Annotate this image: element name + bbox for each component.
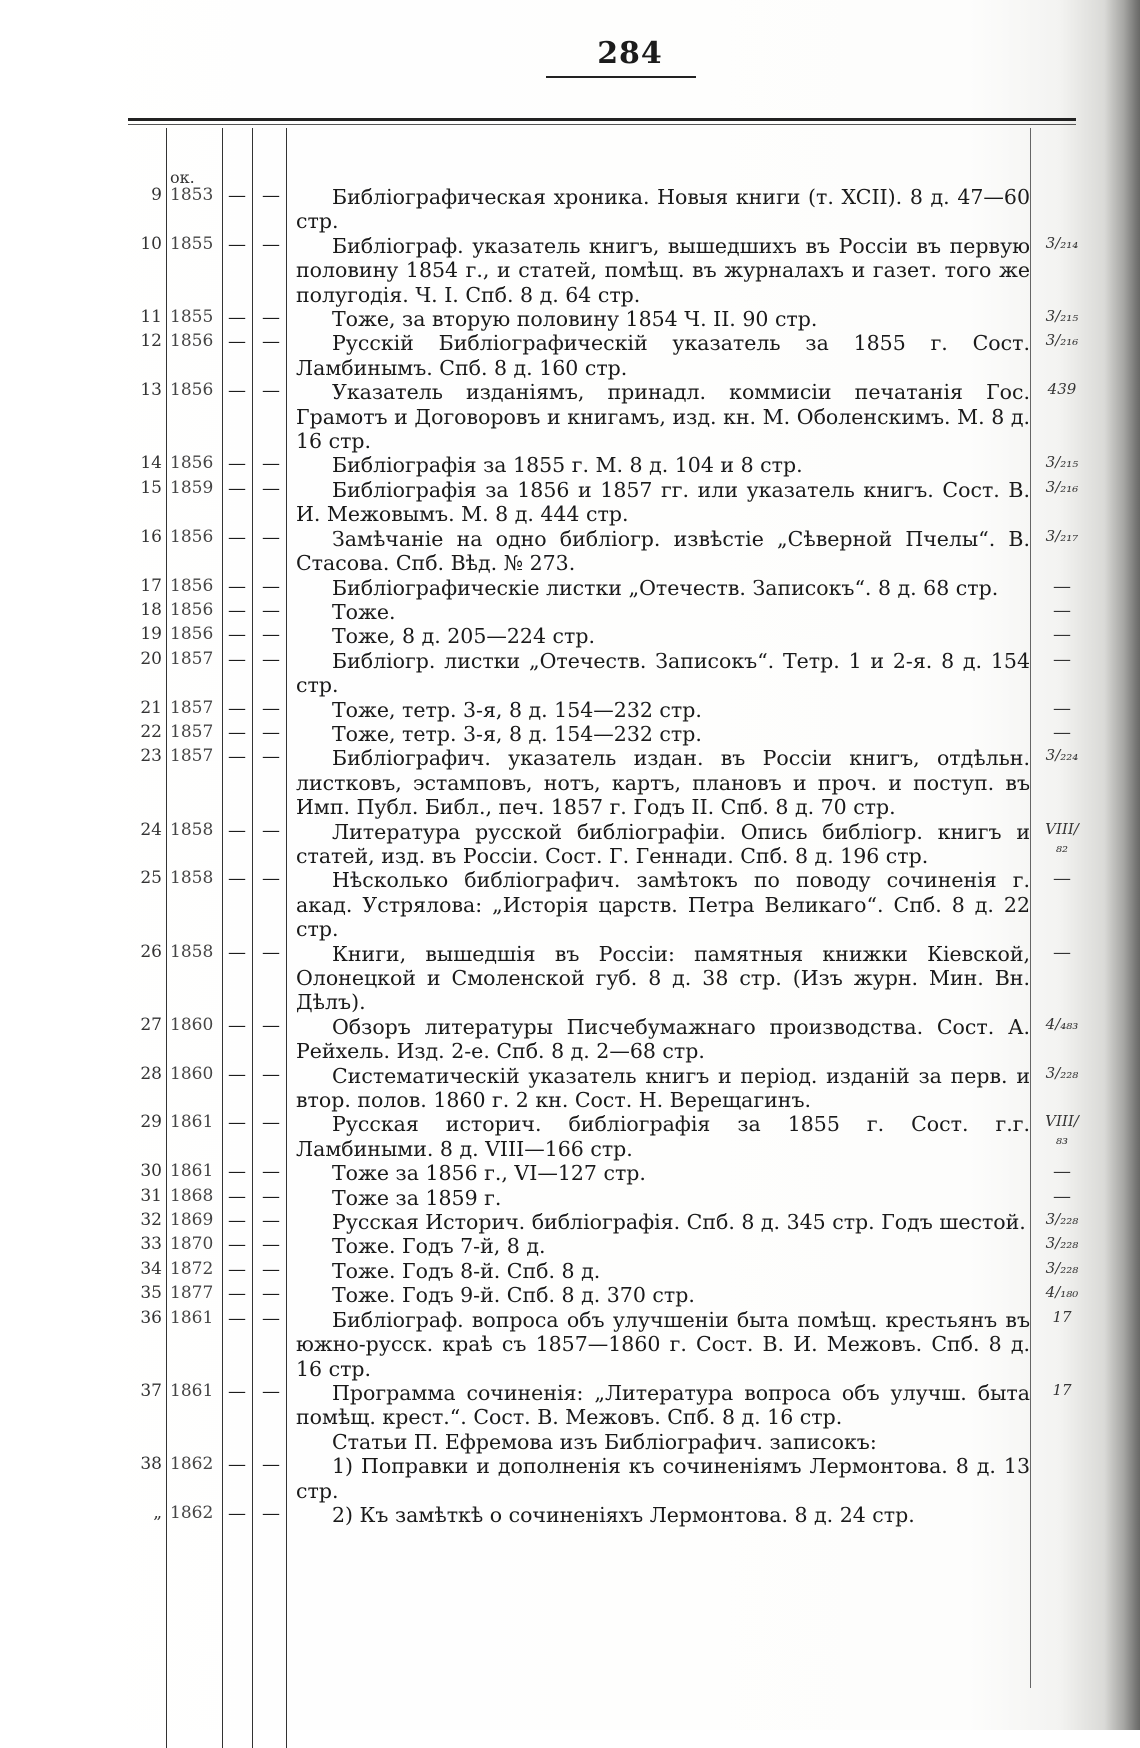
entry-dash-2: — — [262, 1112, 280, 1134]
entry-shelf-mark: 3/₂₂₄ — [1045, 746, 1079, 765]
entry-shelf-mark: 3/₂₁₆ — [1045, 331, 1079, 350]
entry-dash-1: — — [228, 1185, 246, 1207]
entry-shelf-mark: 4/₁₈₀ — [1045, 1283, 1079, 1302]
entry-year: 1858 — [170, 868, 214, 889]
entry-dash-2: — — [262, 1283, 280, 1305]
entry-text: Библiографiя за 1856 и 1857 гг. или указатель книгъ. Сост. В. И. Межовымъ. М. 8 д. 444 стр. — [296, 477, 1030, 527]
entry-number: 12 — [140, 331, 162, 352]
entry-number: 15 — [140, 477, 162, 498]
entry-number: 24 — [140, 819, 162, 840]
entry-dash-1: — — [228, 233, 246, 255]
entry-year: 1860 — [170, 1014, 214, 1035]
entry-number: 16 — [140, 526, 162, 547]
list-item — [0, 1015, 1140, 1064]
entry-year: 1877 — [170, 1283, 214, 1304]
entry-shelf-mark: — — [1053, 624, 1071, 646]
entry-shelf-mark: — — [1053, 697, 1071, 719]
entry-dash-1: — — [228, 1283, 246, 1305]
list-item — [0, 1064, 1140, 1113]
header-rule — [128, 118, 1076, 121]
entry-dash-2: — — [262, 526, 280, 548]
entry-dash-1: — — [228, 380, 246, 402]
entry-shelf-mark: — — [1053, 868, 1071, 890]
entry-shelf-mark: 3/₂₂₈ — [1045, 1258, 1079, 1277]
entry-shelf-mark: VIII/₈₃ — [1045, 1112, 1079, 1149]
entry-dash-1: — — [228, 575, 246, 597]
entry-dash-2: — — [262, 697, 280, 719]
entry-number: 17 — [140, 575, 162, 596]
entry-dash-1: — — [228, 721, 246, 743]
entry-dash-1: — — [228, 331, 246, 353]
entry-year: 1857 — [170, 746, 214, 767]
entry-number: 37 — [140, 1380, 162, 1401]
entry-dash-2: — — [262, 599, 280, 621]
entry-text: Библiографическiе листки „Отечеств. Записокъ“. 8 д. 68 стр. — [332, 575, 999, 600]
entry-text: Замѣчанiе на одно библiогр. извѣстiе „Сѣверной Пчелы“. В. Стасова. Спб. Вѣд. № 273. — [296, 526, 1030, 576]
list-item — [0, 380, 1140, 453]
entry-text: Тоже, тетр. 3-я, 8 д. 154—232 стр. — [332, 721, 702, 746]
entry-dash-1: — — [228, 185, 246, 206]
entry-year: 1870 — [170, 1234, 214, 1255]
entry-number: 27 — [140, 1014, 162, 1035]
entries-list — [0, 185, 1140, 1527]
entry-dash-1: — — [228, 1502, 246, 1524]
entry-shelf-mark: — — [1053, 941, 1071, 963]
entry-dash-2: — — [262, 1258, 280, 1280]
entry-dash-1: — — [228, 624, 246, 646]
entry-text: Библiографич. указатель издан. въ Россiи книгъ, отдѣльн. листковъ, эстамповъ, нотъ, картъ, плановъ и проч. и поступ. въ Имп. Публ. Библ., печ. 1857 г. Годъ II. Спб. 8 д. 70 стр. — [296, 746, 1030, 820]
entry-shelf-mark: 17 — [1052, 1307, 1072, 1326]
entry-dash-2: — — [262, 624, 280, 646]
list-item — [0, 185, 1140, 234]
entry-year: 1856 — [170, 599, 214, 620]
entry-dash-2: — — [262, 185, 280, 206]
entry-shelf-mark: — — [1053, 1161, 1071, 1183]
entry-dash-2: — — [262, 233, 280, 255]
entry-dash-1: — — [228, 599, 246, 621]
entry-number: 38 — [140, 1454, 162, 1475]
entry-text: Русская историч. библiографiя за 1855 г. Сост. г.г. Ламбиными. 8 д. VIII—166 стр. — [296, 1112, 1030, 1161]
entry-number: 9 — [151, 185, 162, 205]
entry-year: 1855 — [170, 307, 214, 328]
list-item — [0, 453, 1140, 477]
entry-number: 18 — [140, 599, 162, 620]
list-item — [0, 1430, 1140, 1454]
entry-dash-1: — — [228, 746, 246, 768]
entry-number: 35 — [140, 1283, 162, 1304]
list-item — [0, 1283, 1140, 1307]
entry-number: 19 — [140, 624, 162, 645]
entry-text: Русская Историч. библiографiя. Спб. 8 д. 345 стр. Годъ шестой. — [332, 1210, 1026, 1235]
list-item — [0, 1210, 1140, 1234]
entry-number: 25 — [140, 868, 162, 889]
entry-shelf-mark: 4/₄₈₃ — [1045, 1014, 1079, 1033]
entry-text: Систематическiй указатель книгъ и перiод. изданiй за перв. и втор. полов. 1860 г. 2 кн. Сост. Н. Верещагинъ. — [296, 1063, 1030, 1113]
entry-number: 14 — [140, 453, 162, 474]
entry-shelf-mark: 3/₂₁₄ — [1045, 233, 1079, 252]
entry-dash-2: — — [262, 819, 280, 841]
entry-text: Тоже за 1856 г., VI—127 стр. — [332, 1161, 646, 1186]
list-item — [0, 478, 1140, 527]
entry-number: 22 — [140, 721, 162, 742]
entry-dash-1: — — [228, 526, 246, 548]
entry-dash-1: — — [228, 1161, 246, 1183]
entry-year: 1855 — [170, 233, 214, 254]
entry-year: 1869 — [170, 1210, 214, 1231]
entry-dash-1: — — [228, 941, 246, 963]
entry-dash-1: — — [228, 453, 246, 475]
list-item — [0, 1112, 1140, 1161]
entry-dash-2: — — [262, 868, 280, 890]
list-item — [0, 698, 1140, 722]
entry-shelf-mark: 3/₂₁₇ — [1045, 526, 1079, 545]
entry-shelf-mark: 3/₂₁₅ — [1045, 307, 1079, 326]
list-item — [0, 1259, 1140, 1283]
entry-shelf-mark: 3/₂₂₈ — [1045, 1210, 1079, 1229]
entry-number: 36 — [140, 1307, 162, 1328]
entry-year: 1861 — [170, 1307, 214, 1328]
entry-number: 21 — [140, 697, 162, 718]
entry-text: Русскiй Библiографическiй указатель за 1855 г. Сост. Ламбинымъ. Спб. 8 д. 160 стр. — [296, 331, 1030, 380]
entry-dash-2: — — [262, 307, 280, 329]
entry-shelf-mark: 3/₂₂₈ — [1045, 1063, 1079, 1082]
entry-text: Обзоръ литературы Писчебумажнаго производства. Сост. А. Рейхель. Изд. 2-е. Спб. 8 д. 2—68 стр. — [296, 1014, 1030, 1064]
entry-text: Указатель изданiямъ, принадл. коммисiи печатанiя Гос. Грамотъ и Договоровъ и книгамъ, изд. кн. М. Оболенскимъ. М. 8 д. 16 стр. — [296, 380, 1030, 454]
entry-text: Программа сочиненiя: „Литература вопроса объ улучш. быта помѣщ. крест.“. Сост. В. Межовъ. Спб. 8 д. 16 стр. — [296, 1380, 1030, 1430]
entry-dash-1: — — [228, 697, 246, 719]
entry-year: 1862 — [170, 1502, 214, 1523]
list-item — [0, 600, 1140, 624]
entry-dash-2: — — [262, 380, 280, 402]
entry-dash-1: — — [228, 477, 246, 499]
entry-year: 1872 — [170, 1258, 214, 1279]
entry-shelf-mark: — — [1053, 1185, 1071, 1207]
entry-dash-2: — — [262, 1234, 280, 1256]
entry-shelf-mark: VIII/₈₂ — [1045, 819, 1079, 856]
entry-shelf-mark: 3/₂₁₆ — [1045, 477, 1079, 496]
entry-dash-2: — — [262, 331, 280, 353]
entry-dash-1: — — [228, 1014, 246, 1036]
list-item — [0, 527, 1140, 576]
entry-dash-2: — — [262, 1161, 280, 1183]
entry-dash-1: — — [228, 1234, 246, 1256]
entry-number: 11 — [140, 307, 162, 328]
entry-shelf-mark: — — [1053, 599, 1071, 621]
list-item — [0, 722, 1140, 746]
entry-year: 1857 — [170, 697, 214, 718]
entry-text: Библiогр. листки „Отечеств. Записокъ“. Тетр. 1 и 2-я. 8 д. 154 стр. — [296, 648, 1030, 698]
entry-dash-1: — — [228, 1454, 246, 1476]
list-item — [0, 820, 1140, 869]
entry-dash-2: — — [262, 1502, 280, 1524]
entry-text: Тоже, за вторую половину 1854 Ч. II. 90 стр. — [332, 307, 818, 332]
entry-year: 1860 — [170, 1063, 214, 1084]
entry-year: 1859 — [170, 477, 214, 498]
entry-year: 1861 — [170, 1380, 214, 1401]
list-item — [0, 1234, 1140, 1258]
entry-number: 13 — [140, 380, 162, 401]
entry-number: 23 — [140, 746, 162, 767]
entry-dash-2: — — [262, 575, 280, 597]
entry-dash-1: — — [228, 1380, 246, 1402]
entry-year: 1856 — [170, 331, 214, 352]
entry-shelf-mark: 3/₂₂₈ — [1045, 1234, 1079, 1253]
entry-number: 20 — [140, 648, 162, 669]
entry-text: Тоже. Годъ 8-й. Спб. 8 д. — [332, 1258, 601, 1283]
entry-dash-1: — — [228, 648, 246, 670]
entry-text: Тоже, 8 д. 205—224 стр. — [332, 624, 595, 649]
entry-dash-2: — — [262, 721, 280, 743]
entry-shelf-mark: — — [1053, 721, 1071, 743]
entry-text: Библiографическая хроника. Новыя книги (т. XCII). 8 д. 47—60 стр. — [296, 185, 1030, 234]
list-item — [0, 234, 1140, 307]
list-item — [0, 1186, 1140, 1210]
entry-dash-1: — — [228, 1258, 246, 1280]
entry-shelf-mark: 439 — [1047, 380, 1077, 399]
entry-year: 1861 — [170, 1112, 214, 1133]
entry-year: 1856 — [170, 575, 214, 596]
entry-dash-1: — — [228, 307, 246, 329]
entry-text: Библiограф. вопроса объ улучшенiи быта помѣщ. крестьянъ въ южно-русск. краѣ съ 1857—1860 г. Сост. В. И. Межовъ. Спб. 8 д. 16 стр. — [296, 1307, 1030, 1381]
entry-text: Книги, вышедшiя въ Россiи: памятныя книжки Кiевской, Олонецкой и Смоленской губ. 8 д. 38 стр. (Изъ журн. Мин. Вн. Дѣлъ). — [296, 941, 1030, 1015]
entry-number: „ — [153, 1502, 162, 1523]
entry-dash-2: — — [262, 1454, 280, 1476]
entry-number: 10 — [140, 233, 162, 254]
entry-text: Статьи П. Ефремова изъ Библiографич. записокъ: — [332, 1429, 877, 1454]
entry-text: 2) Къ замѣткѣ о сочиненiяхъ Лермонтова. 8 д. 24 стр. — [332, 1502, 915, 1527]
list-item — [0, 1308, 1140, 1381]
column-header-ok: ок. — [170, 168, 195, 187]
entry-dash-2: — — [262, 941, 280, 963]
entry-dash-1: — — [228, 1112, 246, 1134]
list-item — [0, 746, 1140, 819]
entry-text: Тоже за 1859 г. — [332, 1185, 502, 1210]
entry-year: 1862 — [170, 1454, 214, 1475]
entry-text: Тоже. — [332, 599, 396, 624]
entry-dash-2: — — [262, 1210, 280, 1232]
entry-dash-2: — — [262, 648, 280, 670]
list-item — [0, 649, 1140, 698]
entry-shelf-mark: — — [1053, 575, 1071, 597]
entry-dash-2: — — [262, 1063, 280, 1085]
entry-year: 1856 — [170, 526, 214, 547]
entry-number: 30 — [140, 1161, 162, 1182]
entry-year: 1868 — [170, 1185, 214, 1206]
list-item — [0, 1454, 1140, 1503]
entry-dash-2: — — [262, 1380, 280, 1402]
entry-dash-1: — — [228, 868, 246, 890]
entry-dash-1: — — [228, 1210, 246, 1232]
entry-text: Тоже, тетр. 3-я, 8 д. 154—232 стр. — [332, 697, 702, 722]
entry-year: 1856 — [170, 624, 214, 645]
entry-dash-2: — — [262, 1307, 280, 1329]
entry-dash-2: — — [262, 477, 280, 499]
entry-number: 28 — [140, 1063, 162, 1084]
entry-year: 1858 — [170, 941, 214, 962]
list-item — [0, 868, 1140, 941]
entry-number: 34 — [140, 1258, 162, 1279]
entry-shelf-mark: 17 — [1052, 1380, 1072, 1399]
entry-text: Нѣсколько библiографич. замѣтокъ по поводу сочиненiя г. акад. Устрялова: „Исторiя царств. Петра Великаго“. Спб. 8 д. 22 стр. — [296, 868, 1030, 942]
entry-text: Библiографiя за 1855 г. М. 8 д. 104 и 8 стр. — [332, 453, 803, 478]
list-item — [0, 1381, 1140, 1430]
entry-year: 1853 — [170, 185, 214, 205]
list-item — [0, 576, 1140, 600]
entry-year: 1861 — [170, 1161, 214, 1182]
header-rule-thin — [128, 124, 1076, 125]
list-item — [0, 1161, 1140, 1185]
entry-year: 1857 — [170, 648, 214, 669]
entry-text: Тоже. Годъ 7-й, 8 д. — [332, 1234, 546, 1259]
entry-text: Библiограф. указатель книгъ, вышедшихъ въ Россiи въ первую половину 1854 г., и статей, помѣщ. въ журналахъ и газет. того же полугодiя. Ч. I. Спб. 8 д. 64 стр. — [296, 233, 1030, 307]
entry-dash-2: — — [262, 746, 280, 768]
entry-dash-1: — — [228, 1063, 246, 1085]
entry-text: 1) Поправки и дополненiя къ сочиненiямъ Лермонтова. 8 д. 13 стр. — [296, 1454, 1030, 1503]
entry-number: 33 — [140, 1234, 162, 1255]
entry-number: 29 — [140, 1112, 162, 1133]
entry-dash-1: — — [228, 819, 246, 841]
page-number-rule — [546, 76, 696, 78]
entry-number: 32 — [140, 1210, 162, 1231]
entry-number: 26 — [140, 941, 162, 962]
entry-dash-2: — — [262, 1014, 280, 1036]
list-item — [0, 331, 1140, 380]
entry-year: 1858 — [170, 819, 214, 840]
entry-shelf-mark: 3/₂₁₅ — [1045, 453, 1079, 472]
entry-dash-2: — — [262, 1185, 280, 1207]
list-item — [0, 624, 1140, 648]
entry-text: Литература русской библiографiи. Опись библiогр. книгъ и статей, изд. въ Россiи. Сост. Г. Геннади. Спб. 8 д. 196 стр. — [296, 819, 1030, 868]
entry-year: 1857 — [170, 721, 214, 742]
entry-dash-2: — — [262, 453, 280, 475]
list-item — [0, 942, 1140, 1015]
list-item — [0, 307, 1140, 331]
page-number: 284 — [597, 36, 663, 71]
entry-year: 1856 — [170, 380, 214, 401]
entry-dash-1: — — [228, 1307, 246, 1329]
entry-number: 31 — [140, 1185, 162, 1206]
entry-text: Тоже. Годъ 9-й. Спб. 8 д. 370 стр. — [332, 1283, 695, 1308]
list-item — [0, 1503, 1140, 1527]
entry-shelf-mark: — — [1053, 648, 1071, 670]
entry-year: 1856 — [170, 453, 214, 474]
